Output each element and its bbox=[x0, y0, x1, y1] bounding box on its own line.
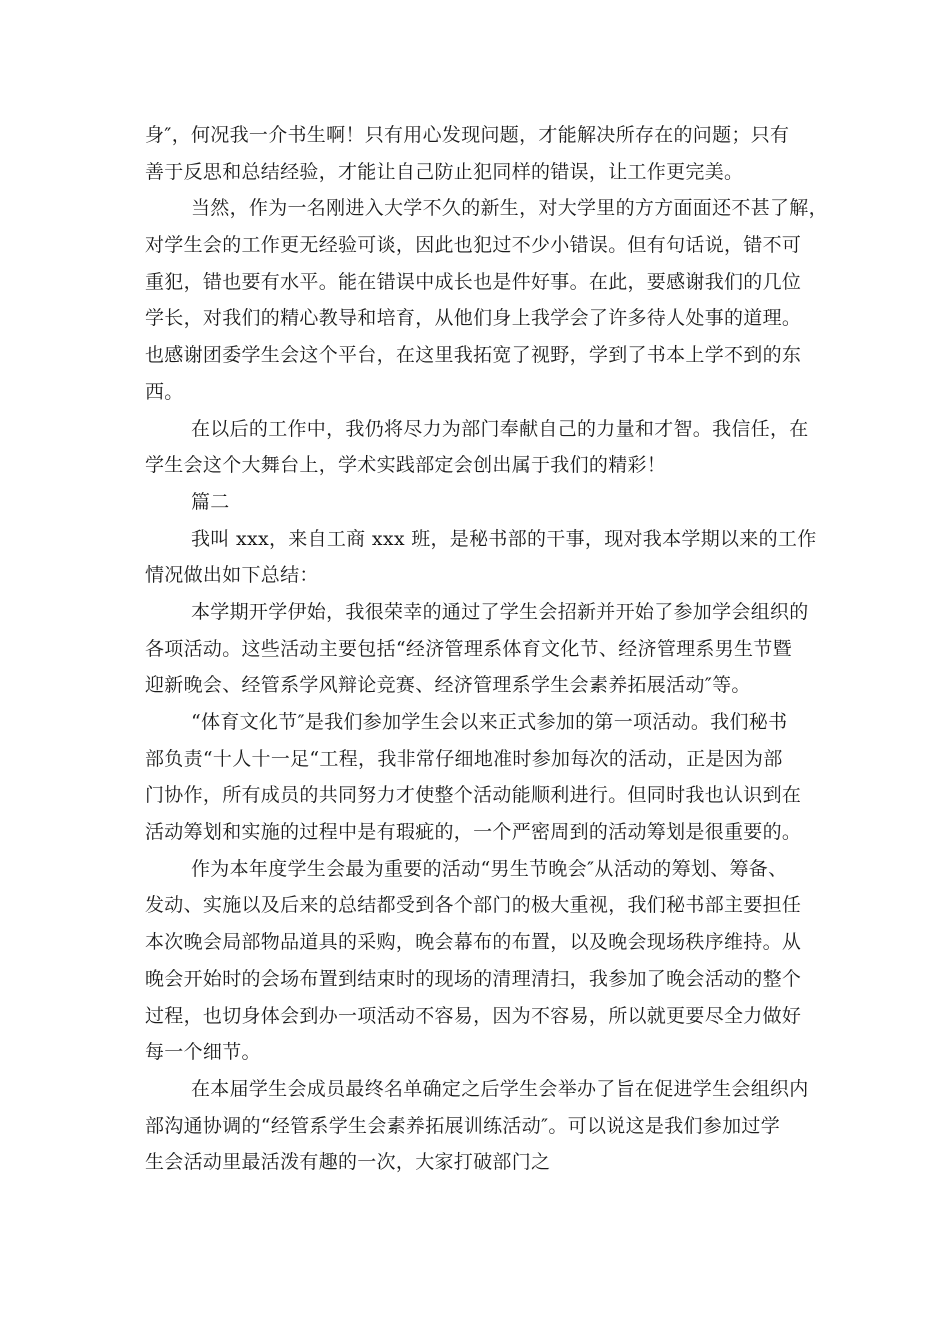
text-line: “体育文化节″是我们参加学生会以来正式参加的第一项活动。我们秘书 bbox=[191, 711, 788, 733]
text-line: 身″，何况我一介书生啊！只有用心发现问题，才能解决所存在的问题；只有 bbox=[145, 124, 790, 146]
text-line: 迎新晚会、经管系学风辩论竞赛、经济管理系学生会素养拓展活动″等。 bbox=[145, 674, 751, 697]
text-line: 善于反思和总结经验，才能让自己防止犯同样的错误，让工作更完美。 bbox=[145, 160, 744, 183]
text-line: 各项活动。这些活动主要包括“经济管理系体育文化节、经济管理系男生节暨 bbox=[145, 637, 792, 660]
text-line: 发动、实施以及后来的总结都受到各个部门的极大重视，我们秘书部主要担任 bbox=[145, 894, 802, 917]
text-line: 作为本年度学生会最为重要的活动“男生节晚会″从活动的筹划、筹备、 bbox=[191, 857, 788, 880]
text-line: 生会活动里最活泼有趣的一次，大家打破部门之 bbox=[145, 1151, 551, 1174]
text-line: 对学生会的工作更无经验可谈，因此也犯过不少小错误。但有句话说，错不可 bbox=[145, 234, 802, 257]
text-line: 在本届学生会成员最终名单确定之后学生会举办了旨在促进学生会组织内 bbox=[191, 1077, 809, 1100]
text-line: 每一个细节。 bbox=[145, 1041, 261, 1064]
text-line: 篇二 bbox=[191, 490, 230, 513]
text-line: 学生会这个大舞台上，学术实践部定会创出属于我们的精彩！ bbox=[145, 454, 667, 477]
text-line: 西。 bbox=[145, 380, 184, 403]
text-line: 也感谢团委学生会这个平台，在这里我拓宽了视野，学到了书本上学不到的东 bbox=[145, 344, 802, 367]
text-line: 情况做出如下总结： bbox=[145, 564, 319, 587]
text-line: 活动筹划和实施的过程中是有瑕疵的，一个严密周到的活动筹划是很重要的。 bbox=[145, 821, 802, 844]
text-line: 过程，也切身体会到办一项活动不容易，因为不容易，所以就更要尽全力做好 bbox=[145, 1004, 802, 1027]
text-line: 部负责“十人十一足“工程，我非常仔细地准时参加每次的活动，正是因为部 bbox=[145, 747, 783, 770]
text-line: 门协作，所有成员的共同努力才使整个活动能顺利进行。但同时我也认识到在 bbox=[145, 784, 802, 807]
text-line: 晚会开始时的会场布置到结束时的现场的清理清扫，我参加了晚会活动的整个 bbox=[145, 967, 802, 990]
text-line: 本学期开学伊始，我很荣幸的通过了学生会招新并开始了参加学会组织的 bbox=[191, 600, 809, 623]
text-line: 部沟通协调的“经管系学生会素养拓展训练活动″。可以说这是我们参加过学 bbox=[145, 1114, 781, 1137]
text-line: 在以后的工作中，我仍将尽力为部门奉献自己的力量和才智。我信任，在 bbox=[191, 417, 809, 440]
text-line: 本次晚会局部物品道具的采购，晚会幕布的布置，以及晚会现场秩序维持。从 bbox=[145, 931, 802, 954]
text-line: 重犯，错也要有水平。能在错误中成长也是件好事。在此，要感谢我们的几位 bbox=[145, 270, 802, 293]
document-body bbox=[145, 117, 828, 1181]
text-line: 当然，作为一名刚进入大学不久的新生，对大学里的方方面面还不甚了解， bbox=[191, 197, 828, 220]
text-line: 我叫 xxx，来自工商 xxx 班，是秘书部的干事，现对我本学期以来的工作 bbox=[191, 527, 817, 550]
text-line: 学长，对我们的精心教导和培育，从他们身上我学会了许多待人处事的道理。 bbox=[145, 307, 802, 330]
